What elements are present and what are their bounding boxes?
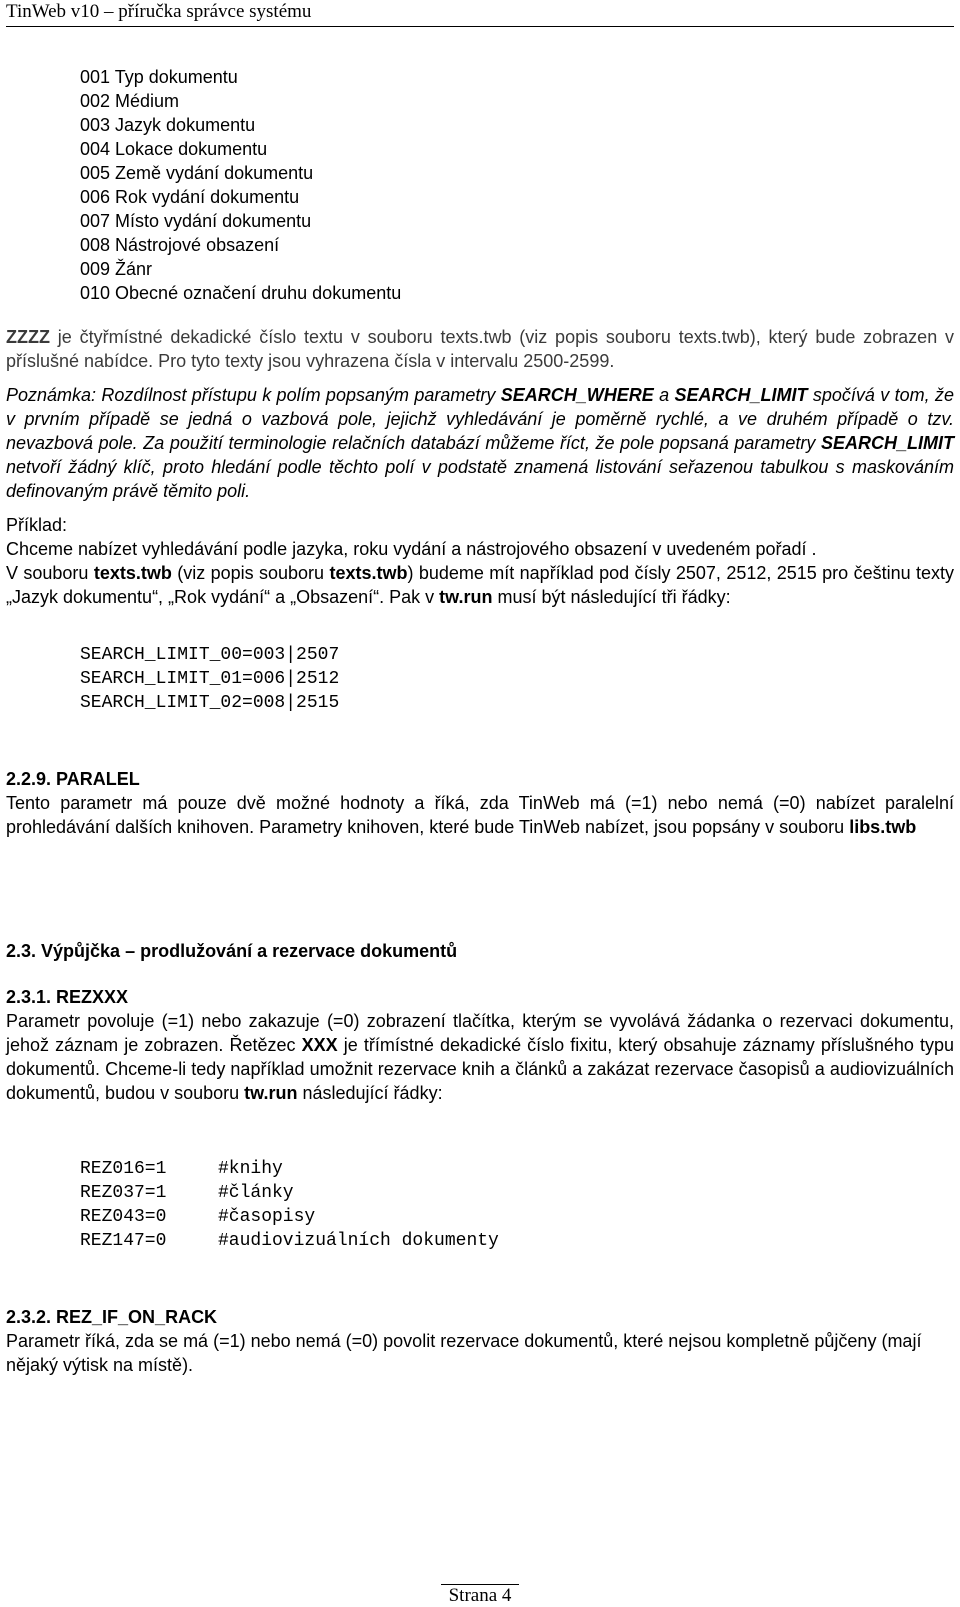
example-label: Příklad:: [6, 515, 68, 535]
field-code-list: [80, 65, 954, 305]
code-value: REZ037=1: [80, 1183, 167, 1203]
code-value: REZ016=1: [80, 1159, 167, 1179]
example-line-1: Chceme nabízet vyhledávání podle jazyka, roku vydání a nástrojového obsazení v uvedeném pořadí .: [6, 539, 817, 559]
rezxxx-paragraph: [6, 1009, 954, 1105]
rezxxx-text-3: následující řádky:: [297, 1083, 443, 1103]
zzzz-paragraph: [6, 325, 954, 373]
heading-rez-if-on-rack: 2.3.2. REZ_IF_ON_RACK: [6, 1307, 218, 1327]
list-item: 008 Nástrojové obsazení: [80, 235, 280, 255]
example-paragraph: [6, 561, 954, 609]
heading-paralel: 2.2.9. PARALEL: [6, 769, 140, 789]
code-line: [80, 1181, 954, 1205]
note-param-1: SEARCH_WHERE: [500, 385, 654, 405]
paralel-file: libs.twb: [849, 817, 917, 837]
document-body: [6, 65, 954, 1377]
example-file-1: texts.twb: [93, 563, 172, 583]
rezxxx-text-2: je třímístné dekadické číslo fixitu, který obsahuje záznamy příslušného typu dokumentů. Chceme-li tedy například umožnit rezervace knih a článků a zakázat rezervace časopisů a audiovizuálních dokumentů, budou v souboru: [6, 1035, 954, 1103]
rezxxx-text-1: Parametr povoluje (=1) nebo zakazuje (=0) zobrazení tlačítka, kterým se vyvolává žádanka o rezervaci dokumentu, jehož záznam je zobrazen. Řetězec: [6, 1011, 954, 1055]
code-line: SEARCH_LIMIT_02=008|2515: [80, 693, 340, 713]
code-line: [80, 1205, 954, 1229]
code-value: REZ043=0: [80, 1207, 167, 1227]
code-line: SEARCH_LIMIT_01=006|2512: [80, 669, 340, 689]
list-item: 006 Rok vydání dokumentu: [80, 187, 300, 207]
example-text-2: (viz popis souboru: [171, 563, 330, 583]
note-param-3: SEARCH_LIMIT: [820, 433, 954, 453]
page-header: [6, 0, 954, 27]
heading-section-2-3: 2.3. Výpůjčka – prodlužování a rezervace dokumentů: [6, 941, 458, 961]
rez-code-block: [80, 1157, 954, 1253]
note-param-2: SEARCH_LIMIT: [674, 385, 808, 405]
list-item: 003 Jazyk dokumentu: [80, 115, 256, 135]
paralel-paragraph: [6, 791, 954, 839]
code-comment: #časopisy: [218, 1207, 316, 1227]
note-text-1: Poznámka: Rozdílnost přístupu k polím popsaným parametry: [6, 385, 501, 405]
list-item: 004 Lokace dokumentu: [80, 139, 268, 159]
list-item: 007 Místo vydání dokumentu: [80, 211, 312, 231]
note-text-3: spočívá v tom, že v prvním případě se jedná o vazbová pole, jejichž vyhledávání je poměrně rychlé, a ve druhém případě o tzv. nevazbová pole. Za použití terminologie relačních databází můžeme říct, že pole popsaná parametry: [6, 385, 954, 453]
example-text-3: ) budeme mít například pod čísly 2507, 2512, 2515 pro češtinu texty „Jazyk dokumentu“, „Rok vydání“ a „Obsazení“. Pak v: [6, 563, 954, 607]
list-item: 009 Žánr: [80, 259, 153, 279]
code-value: REZ147=0: [80, 1231, 167, 1251]
page-number: Strana 4: [441, 1584, 520, 1606]
zzzz-term: ZZZZ: [6, 327, 50, 347]
code-comment: #články: [218, 1183, 294, 1203]
rez-if-on-rack-paragraph: Parametr říká, zda se má (=1) nebo nemá (=0) povolit rezervace dokumentů, které nejsou kompletně půjčeny (mají nějaký výtisk na místě).: [6, 1331, 922, 1375]
example-file-2: texts.twb: [329, 563, 408, 583]
list-item: 001 Typ dokumentu: [80, 67, 238, 87]
code-comment: #audiovizuálních dokumenty: [218, 1231, 499, 1251]
note-text-4: netvoří žádný klíč, proto hledání podle těchto polí v podstatě znamená listování seřazenou tabulkou s maskováním definovaným právě těmito poli.: [6, 457, 954, 501]
note-text-2: a: [653, 385, 675, 405]
code-comment: #knihy: [218, 1159, 283, 1179]
example-text-4: musí být následující tři řádky:: [492, 587, 731, 607]
list-item: 010 Obecné označení druhu dokumentu: [80, 283, 402, 303]
paralel-text: Tento parametr má pouze dvě možné hodnoty a říká, zda TinWeb má (=1) nebo nemá (=0) nabízet paralelní prohledávání dalších knihoven. Parametry knihoven, které bude TinWeb nabízet, jsou popsány v souboru: [6, 793, 954, 837]
search-limit-code-block: [80, 643, 954, 715]
code-line: [80, 1157, 954, 1181]
list-item: 002 Médium: [80, 91, 180, 111]
heading-rezxxx: 2.3.1. REZXXX: [6, 987, 129, 1007]
code-line: SEARCH_LIMIT_00=003|2507: [80, 645, 340, 665]
code-line: [80, 1229, 954, 1253]
note-paragraph: [6, 383, 954, 503]
list-item: 005 Země vydání dokumentu: [80, 163, 314, 183]
example-file-3: tw.run: [439, 587, 493, 607]
example-text-1: V souboru: [6, 563, 94, 583]
rezxxx-file: tw.run: [244, 1083, 298, 1103]
zzzz-text: je čtyřmístné dekadické číslo textu v souboru texts.twb (viz popis souboru texts.twb), který bude zobrazen v příslušné nabídce. Pro tyto texty jsou vyhrazena čísla v intervalu 2500-2599.: [6, 327, 954, 371]
header-title: TinWeb v10 – příručka správce systému: [6, 1, 312, 22]
rezxxx-term: XXX: [301, 1035, 338, 1055]
page-footer: [0, 1584, 960, 1607]
